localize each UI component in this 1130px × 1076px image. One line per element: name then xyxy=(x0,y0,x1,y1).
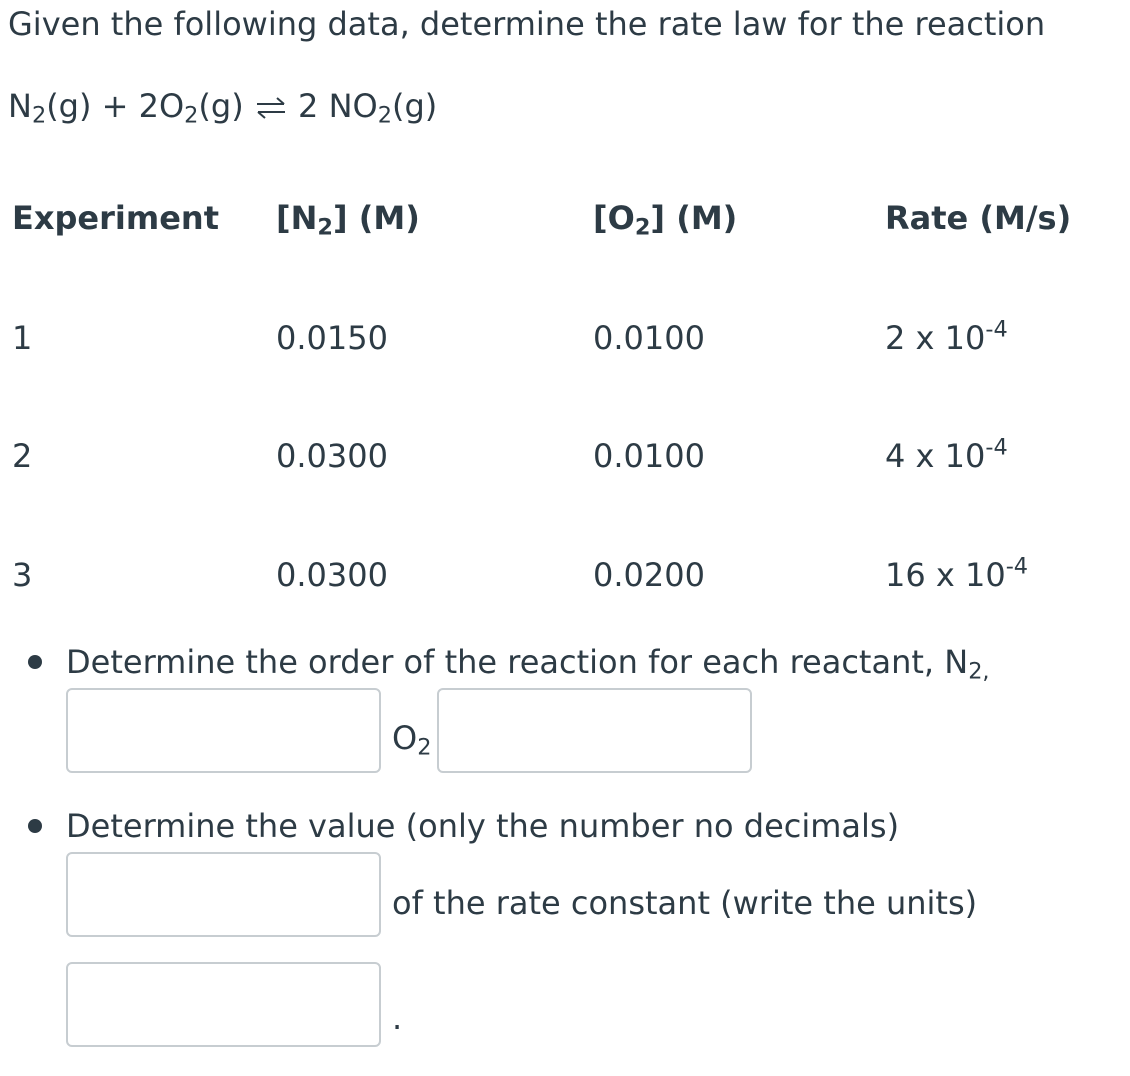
question-value: Determine the value (only the number no decimals) xyxy=(66,807,900,845)
rate-units-input[interactable] xyxy=(66,962,381,1047)
header-text: [O xyxy=(593,199,635,237)
row3-rate xyxy=(885,555,1028,595)
rate-exp: -4 xyxy=(985,316,1008,343)
eq-text: (g) xyxy=(391,87,438,125)
row3-n2: 0.0300 xyxy=(276,556,388,594)
rate-base: 4 x 10 xyxy=(885,437,986,475)
question-order xyxy=(66,642,990,685)
bullet-icon xyxy=(28,655,42,669)
eq-text: (g) xyxy=(198,87,244,125)
row1-n2: 0.0150 xyxy=(276,319,388,357)
question-order-text: Determine the order of the reaction for each reactant, N xyxy=(66,643,969,681)
rate-exp: -4 xyxy=(1005,553,1029,580)
bullet-icon xyxy=(28,819,42,833)
header-text: [N xyxy=(276,199,318,237)
header-o2 xyxy=(593,198,738,241)
problem-statement xyxy=(8,4,1045,44)
final-period: . xyxy=(392,999,403,1037)
row1-rate xyxy=(885,318,1008,358)
row3-o2: 0.0200 xyxy=(593,556,705,594)
rate-constant-input[interactable] xyxy=(66,852,381,937)
row1-o2: 0.0100 xyxy=(593,319,705,357)
o2-label-sub: 2 xyxy=(417,734,432,761)
o2-order-input[interactable] xyxy=(437,688,752,773)
rate-constant-units-label: of the rate constant (write the units) xyxy=(392,884,978,922)
question-order-sub: 2, xyxy=(968,658,990,685)
rate-base: 16 x 10 xyxy=(885,556,1006,594)
problem-text: Given the following data, determine the rate law for the reaction xyxy=(8,5,1046,43)
header-sub: 2 xyxy=(634,214,651,241)
eq-n: N xyxy=(8,87,32,125)
row2-rate xyxy=(885,436,1008,476)
header-text: ] (M) xyxy=(650,199,738,237)
header-experiment: Experiment xyxy=(12,199,219,237)
eq-text: (g) + 2O xyxy=(46,87,185,125)
header-rate: Rate (M/s) xyxy=(885,199,1072,237)
o2-label xyxy=(392,718,432,761)
eq-text: 2 NO xyxy=(287,87,378,125)
eq-sub: 2 xyxy=(377,102,392,129)
rate-exp: -4 xyxy=(985,434,1008,461)
row2-experiment: 2 xyxy=(12,437,33,475)
equilibrium-arrow-icon xyxy=(254,96,288,120)
rate-base: 2 x 10 xyxy=(885,319,986,357)
reaction-equation xyxy=(8,86,438,129)
n2-order-input[interactable] xyxy=(66,688,381,773)
o2-label-text: O xyxy=(392,719,418,757)
header-n2 xyxy=(276,198,420,241)
row2-o2: 0.0100 xyxy=(593,437,705,475)
eq-sub: 2 xyxy=(184,102,199,129)
row1-experiment: 1 xyxy=(12,319,33,357)
row3-experiment: 3 xyxy=(12,556,33,594)
header-sub: 2 xyxy=(317,214,333,241)
eq-sub: 2 xyxy=(31,102,47,129)
row2-n2: 0.0300 xyxy=(276,437,388,475)
header-text: ] (M) xyxy=(333,199,420,237)
